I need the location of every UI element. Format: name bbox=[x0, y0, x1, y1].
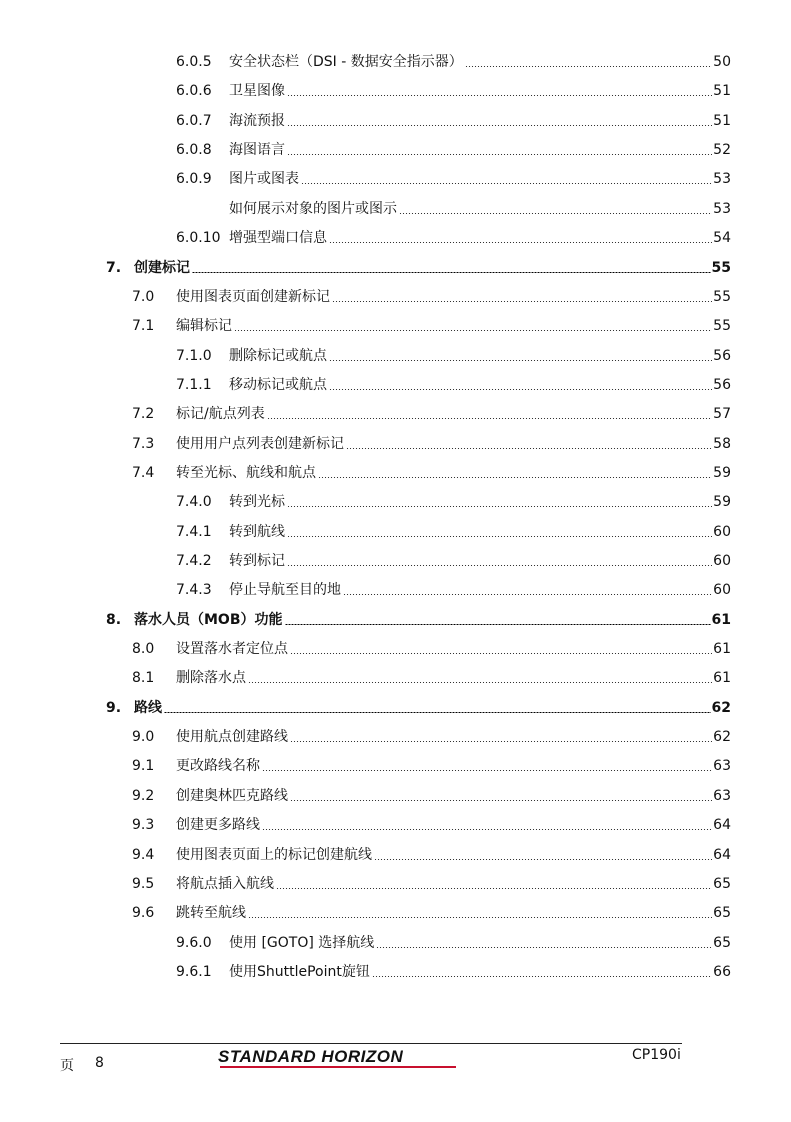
toc-entry-number: 7.0 bbox=[132, 288, 155, 305]
toc-dot-leader bbox=[374, 859, 712, 860]
toc-dot-leader bbox=[399, 213, 712, 214]
toc-entry-page: 61 bbox=[713, 670, 731, 687]
toc-entry-page: 55 bbox=[711, 259, 731, 276]
toc-entry-page: 66 bbox=[713, 963, 731, 980]
toc-entry[interactable] bbox=[176, 372, 731, 394]
toc-entry-number: 7.3 bbox=[132, 435, 155, 452]
toc-dot-leader bbox=[290, 800, 712, 801]
toc-entry-page: 55 bbox=[713, 288, 731, 305]
toc-dot-leader bbox=[318, 477, 712, 478]
toc-entry[interactable] bbox=[176, 166, 731, 188]
toc-entry[interactable] bbox=[176, 225, 731, 247]
toc-entry[interactable] bbox=[132, 284, 731, 306]
toc-entry[interactable] bbox=[132, 753, 731, 775]
toc-entry-number: 9.5 bbox=[132, 875, 155, 892]
toc-dot-leader bbox=[276, 888, 712, 889]
toc-dot-leader bbox=[287, 154, 712, 155]
toc-entry-number: 6.0.10 bbox=[176, 230, 221, 247]
toc-entry-page: 65 bbox=[713, 934, 731, 951]
toc-entry-number: 9.3 bbox=[132, 817, 155, 834]
toc-entry[interactable] bbox=[132, 900, 731, 922]
toc-entry-page: 51 bbox=[713, 83, 731, 100]
toc-entry-title: 海图语言 bbox=[229, 142, 285, 159]
toc-entry[interactable] bbox=[132, 842, 731, 864]
toc-entry-title: 创建更多路线 bbox=[176, 817, 260, 834]
toc-entry[interactable] bbox=[176, 548, 731, 570]
toc-entry-page: 53 bbox=[713, 171, 731, 188]
toc-entry-page: 56 bbox=[713, 347, 731, 364]
toc-dot-leader bbox=[329, 389, 712, 390]
toc-dot-leader bbox=[192, 272, 711, 273]
toc-dot-leader bbox=[287, 536, 712, 537]
toc-entry[interactable] bbox=[132, 431, 731, 453]
toc-dot-leader bbox=[287, 565, 712, 566]
toc-dot-leader bbox=[248, 917, 712, 918]
toc-entry-title: 使用 [GOTO] 选择航线 bbox=[229, 934, 375, 951]
toc-dot-leader bbox=[346, 448, 712, 449]
toc-entry-title: 设置落水者定位点 bbox=[176, 641, 288, 657]
toc-entry[interactable] bbox=[132, 724, 731, 746]
toc-entry[interactable] bbox=[132, 871, 731, 893]
toc-entry-title: 移动标记或航点 bbox=[229, 376, 327, 393]
toc-dot-leader bbox=[262, 770, 712, 771]
toc-entry-number: 7.1.0 bbox=[176, 347, 212, 364]
toc-entry-title: 跳转至航线 bbox=[176, 905, 246, 922]
toc-entry[interactable] bbox=[176, 49, 731, 71]
footer-page-number: 8 bbox=[95, 1055, 104, 1071]
toc-entry-number: 9.6 bbox=[132, 905, 155, 922]
toc-dot-leader bbox=[290, 741, 712, 742]
toc-entry-page: 64 bbox=[713, 846, 731, 863]
toc-entry-title: 使用图表页面上的标记创建航线 bbox=[176, 846, 372, 863]
toc-dot-leader bbox=[287, 125, 712, 126]
toc-entry[interactable] bbox=[176, 930, 731, 952]
toc-entry-page: 63 bbox=[713, 787, 731, 804]
toc-entry-title: 删除落水点 bbox=[176, 670, 246, 687]
toc-dot-leader bbox=[285, 624, 711, 625]
toc-dot-leader bbox=[329, 242, 712, 243]
toc-dot-leader bbox=[301, 183, 712, 184]
toc-entry-number: 9.1 bbox=[132, 758, 155, 775]
toc-entry[interactable] bbox=[176, 489, 731, 511]
toc-dot-leader bbox=[290, 653, 712, 654]
toc-dot-leader bbox=[465, 66, 712, 67]
toc-entry-title: 落水人员（MOB）功能 bbox=[134, 611, 283, 628]
toc-entry-page: 57 bbox=[713, 406, 731, 423]
toc-entry[interactable] bbox=[132, 665, 731, 687]
toc-entry-title: 删除标记或航点 bbox=[229, 347, 327, 364]
toc-entry-number: 9.2 bbox=[132, 787, 155, 804]
toc-entry-title: 使用用户点列表创建新标记 bbox=[176, 435, 344, 452]
toc-entry-number: 9.6.1 bbox=[176, 963, 212, 980]
toc-entry[interactable] bbox=[132, 783, 731, 805]
brand-logo-underline bbox=[220, 1066, 456, 1068]
toc-entry-title: 转到标记 bbox=[229, 553, 285, 569]
toc-entry-title: 转至光标、航线和航点 bbox=[176, 464, 316, 481]
toc-entry-number: 9.0 bbox=[132, 729, 155, 746]
toc-entry-title: 使用图表页面创建新标记 bbox=[176, 288, 330, 305]
toc-entry-page: 55 bbox=[713, 318, 731, 335]
toc-entry-page: 56 bbox=[713, 376, 731, 393]
toc-entry-title: 编辑标记 bbox=[176, 318, 232, 335]
toc-entry-title: 图片或图表 bbox=[229, 171, 299, 188]
toc-entry-number: 7.1 bbox=[132, 318, 155, 335]
toc-entry[interactable] bbox=[106, 607, 731, 629]
toc-entry-page: 61 bbox=[711, 611, 731, 628]
toc-entry-number: 7.2 bbox=[132, 406, 155, 423]
toc-entry-title: 创建标记 bbox=[134, 259, 190, 276]
toc-entry-page: 59 bbox=[713, 464, 731, 481]
toc-entry-page: 62 bbox=[711, 699, 731, 716]
toc-entry[interactable] bbox=[176, 577, 731, 599]
toc-entry[interactable] bbox=[176, 959, 731, 981]
brand-logo: STANDARD HORIZON bbox=[218, 1047, 404, 1066]
toc-entry-page: 63 bbox=[713, 758, 731, 775]
toc-dot-leader bbox=[376, 947, 712, 948]
toc-entry[interactable] bbox=[132, 401, 731, 423]
toc-dot-leader bbox=[287, 95, 712, 96]
toc-entry-page: 52 bbox=[713, 142, 731, 159]
toc-entry-number: 6.0.9 bbox=[176, 171, 212, 188]
toc-entry-number: 8. bbox=[106, 611, 122, 628]
toc-entry-number: 7.4.2 bbox=[176, 553, 212, 569]
toc-entry-page: 50 bbox=[713, 54, 731, 70]
toc-entry-page: 60 bbox=[713, 582, 731, 599]
toc-entry-number: 7.1.1 bbox=[176, 376, 212, 393]
toc-entry-title: 安全状态栏（DSI - 数据安全指示器） bbox=[229, 54, 463, 70]
toc-entry-title: 海流预报 bbox=[229, 112, 285, 129]
toc-entry[interactable] bbox=[132, 460, 731, 482]
toc-entry-page: 65 bbox=[713, 905, 731, 922]
toc-entry[interactable] bbox=[176, 137, 731, 159]
toc-entry[interactable] bbox=[176, 108, 731, 130]
toc-entry-page: 64 bbox=[713, 817, 731, 834]
toc-entry-title: 转到航线 bbox=[229, 523, 285, 540]
toc-entry-title: 创建奥林匹克路线 bbox=[176, 787, 288, 804]
toc-entry-title: 停止导航至目的地 bbox=[229, 582, 341, 599]
toc-entry-title: 转到光标 bbox=[229, 494, 285, 511]
toc-entry-number: 7. bbox=[106, 259, 122, 276]
toc-entry-page: 58 bbox=[713, 435, 731, 452]
toc-entry-number: 9.4 bbox=[132, 846, 155, 863]
footer-divider bbox=[60, 1043, 682, 1044]
toc-entry-title: 使用ShuttlePoint旋钮 bbox=[229, 963, 370, 980]
toc-entry-title: 卫星图像 bbox=[229, 83, 285, 100]
toc-entry-title: 将航点插入航线 bbox=[176, 875, 274, 892]
toc-entry[interactable] bbox=[176, 519, 731, 541]
toc-entry-page: 61 bbox=[713, 641, 731, 657]
toc-entry-page: 65 bbox=[713, 875, 731, 892]
toc-entry-number: 7.4.0 bbox=[176, 494, 212, 511]
toc-entry-number: 8.0 bbox=[132, 641, 155, 657]
toc-dot-leader bbox=[372, 976, 712, 977]
toc-entry-number: 9. bbox=[106, 699, 122, 716]
footer-model-name: CP190i bbox=[632, 1047, 681, 1063]
toc-entry[interactable] bbox=[106, 695, 731, 717]
toc-entry-page: 53 bbox=[713, 200, 731, 217]
toc-entry[interactable] bbox=[106, 255, 731, 277]
toc-entry[interactable] bbox=[176, 343, 731, 365]
toc-entry[interactable] bbox=[176, 196, 731, 218]
toc-entry-number: 6.0.7 bbox=[176, 112, 212, 129]
toc-dot-leader bbox=[287, 506, 712, 507]
toc-entry-title: 更改路线名称 bbox=[176, 758, 260, 775]
toc-entry-title: 增强型端口信息 bbox=[229, 230, 327, 247]
toc-dot-leader bbox=[329, 360, 712, 361]
toc-entry-page: 60 bbox=[713, 523, 731, 540]
toc-dot-leader bbox=[262, 829, 712, 830]
toc-entry-title: 路线 bbox=[134, 699, 162, 716]
toc-entry[interactable] bbox=[176, 78, 731, 100]
toc-entry-number: 7.4.1 bbox=[176, 523, 212, 540]
toc-entry-page: 54 bbox=[713, 230, 731, 247]
toc-entry-number: 9.6.0 bbox=[176, 934, 212, 951]
toc-entry-title: 使用航点创建路线 bbox=[176, 729, 288, 746]
toc-dot-leader bbox=[248, 682, 712, 683]
footer-page-label: 页 bbox=[60, 1058, 74, 1074]
toc-entry-title: 标记/航点列表 bbox=[176, 406, 265, 423]
toc-entry-page: 59 bbox=[713, 494, 731, 511]
toc-entry-number: 7.4.3 bbox=[176, 582, 212, 599]
toc-entry-number: 6.0.6 bbox=[176, 83, 212, 100]
toc-dot-leader bbox=[343, 594, 712, 595]
toc-dot-leader bbox=[234, 330, 712, 331]
toc-entry[interactable] bbox=[132, 812, 731, 834]
toc-entry[interactable] bbox=[132, 313, 731, 335]
toc-entry-number: 7.4 bbox=[132, 464, 155, 481]
toc-entry-number: 6.0.5 bbox=[176, 54, 212, 70]
toc-entry-page: 60 bbox=[713, 553, 731, 569]
toc-entry-number: 8.1 bbox=[132, 670, 155, 687]
toc-dot-leader bbox=[164, 712, 711, 713]
toc-dot-leader bbox=[267, 418, 712, 419]
toc-dot-leader bbox=[332, 301, 712, 302]
toc-entry[interactable] bbox=[132, 636, 731, 658]
toc-entry-number: 6.0.8 bbox=[176, 142, 212, 159]
toc-entry-title: 如何展示对象的图片或图示 bbox=[229, 200, 397, 217]
toc-entry-page: 62 bbox=[713, 729, 731, 746]
toc-entry-page: 51 bbox=[713, 112, 731, 129]
